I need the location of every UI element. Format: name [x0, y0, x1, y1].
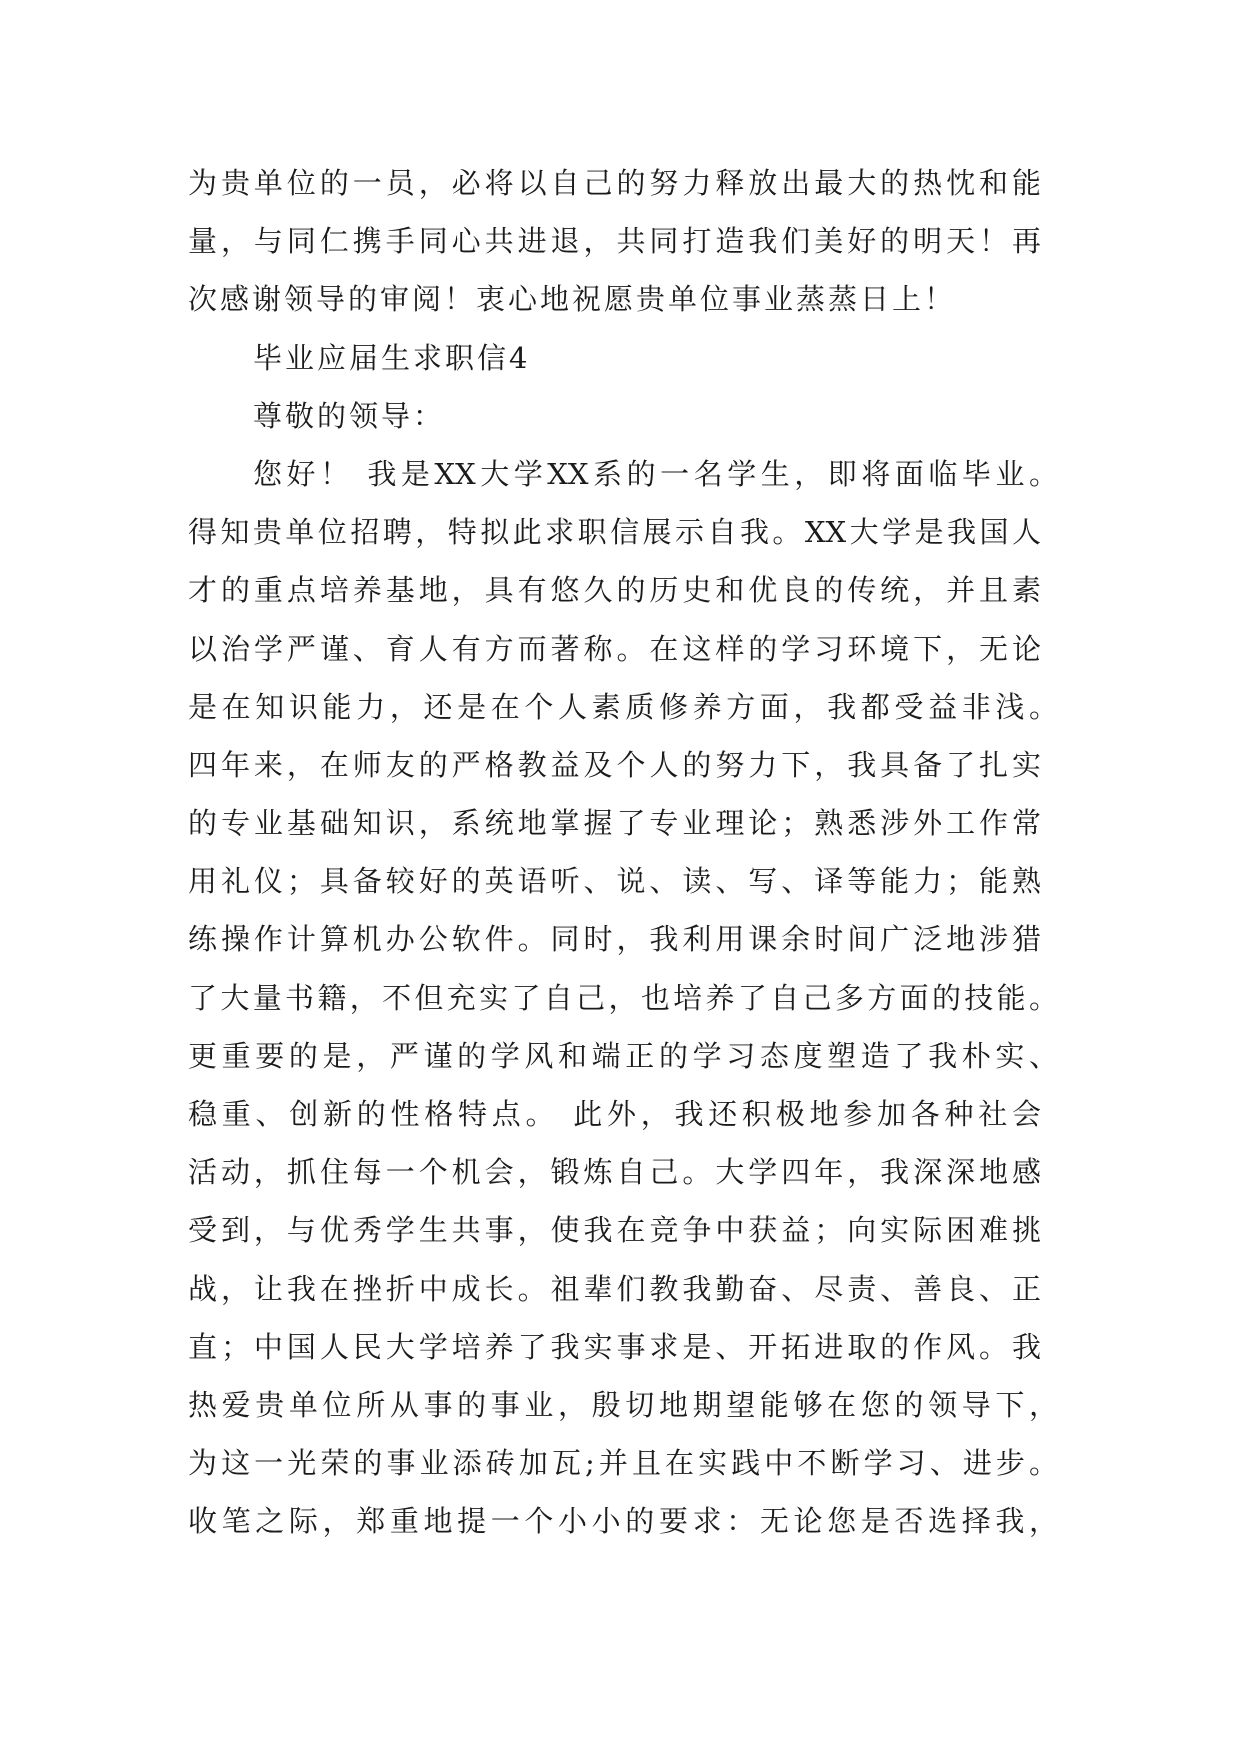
body-line: 以治学严谨、育人有方而著称。在这样的学习环境下，无论 — [188, 631, 1041, 666]
body-line: 直；中国人民大学培养了我实事求是、开拓进取的作风。我 — [188, 1329, 1041, 1364]
body-line: 的专业基础知识，系统地掌握了专业理论；熟悉涉外工作常 — [188, 806, 1041, 841]
body-line: 稳重、创新的性格特点。 此外，我还积极地参加各种社会 — [188, 1097, 1041, 1131]
body-line: 练操作计算机办公软件。同时，我利用课余时间广泛地涉猎 — [188, 922, 1041, 957]
letter-title: 毕业应届生求职信4 — [253, 340, 531, 375]
body-line: 用礼仪；具备较好的英语听、说、读、写、译等能力；能熟 — [188, 864, 1041, 899]
body-line: 是在知识能力，还是在个人素质修养方面，我都受益非浅。 — [188, 689, 1058, 724]
body-line: 收笔之际，郑重地提一个小小的要求：无论您是否选择我， — [188, 1504, 1058, 1539]
body-line: 战，让我在挫折中成长。祖辈们教我勤奋、尽责、善良、正 — [188, 1271, 1041, 1306]
closing-line: 量，与同仁携手同心共进退，共同打造我们美好的明天！再 — [188, 224, 1041, 259]
body-line: 得知贵单位招聘，特拟此求职信展示自我。XX大学是我国人 — [188, 515, 1041, 550]
body-line: 为这一光荣的事业添砖加瓦;并且在实践中不断学习、进步。 — [188, 1446, 1058, 1481]
body-line: 才的重点培养基地，具有悠久的历史和优良的传统，并且素 — [188, 573, 1041, 608]
salutation: 尊敬的领导： — [253, 398, 446, 433]
closing-line: 次感谢领导的审阅！衷心地祝愿贵单位事业蒸蒸日上！ — [188, 282, 957, 317]
body-line: 四年来，在师友的严格教益及个人的努力下，我具备了扎实 — [188, 747, 1041, 782]
closing-line: 为贵单位的一员，必将以自己的努力释放出最大的热忱和能 — [188, 166, 1041, 200]
body-line: 更重要的是，严谨的学风和端正的学习态度塑造了我朴实、 — [188, 1038, 1058, 1073]
body-line: 热爱贵单位所从事的事业，殷切地期望能够在您的领导下， — [188, 1387, 1058, 1422]
body-line: 您好！ 我是XX大学XX系的一名学生，即将面临毕业。 — [253, 456, 1058, 491]
body-line: 活动，抓住每一个机会，锻炼自己。大学四年，我深深地感 — [188, 1155, 1041, 1190]
body-line: 了大量书籍，不但充实了自己，也培养了自己多方面的技能。 — [188, 980, 1058, 1015]
letter-text — [188, 154, 1058, 1551]
body-line: 受到，与优秀学生共事，使我在竞争中获益；向实际困难挑 — [188, 1213, 1041, 1248]
